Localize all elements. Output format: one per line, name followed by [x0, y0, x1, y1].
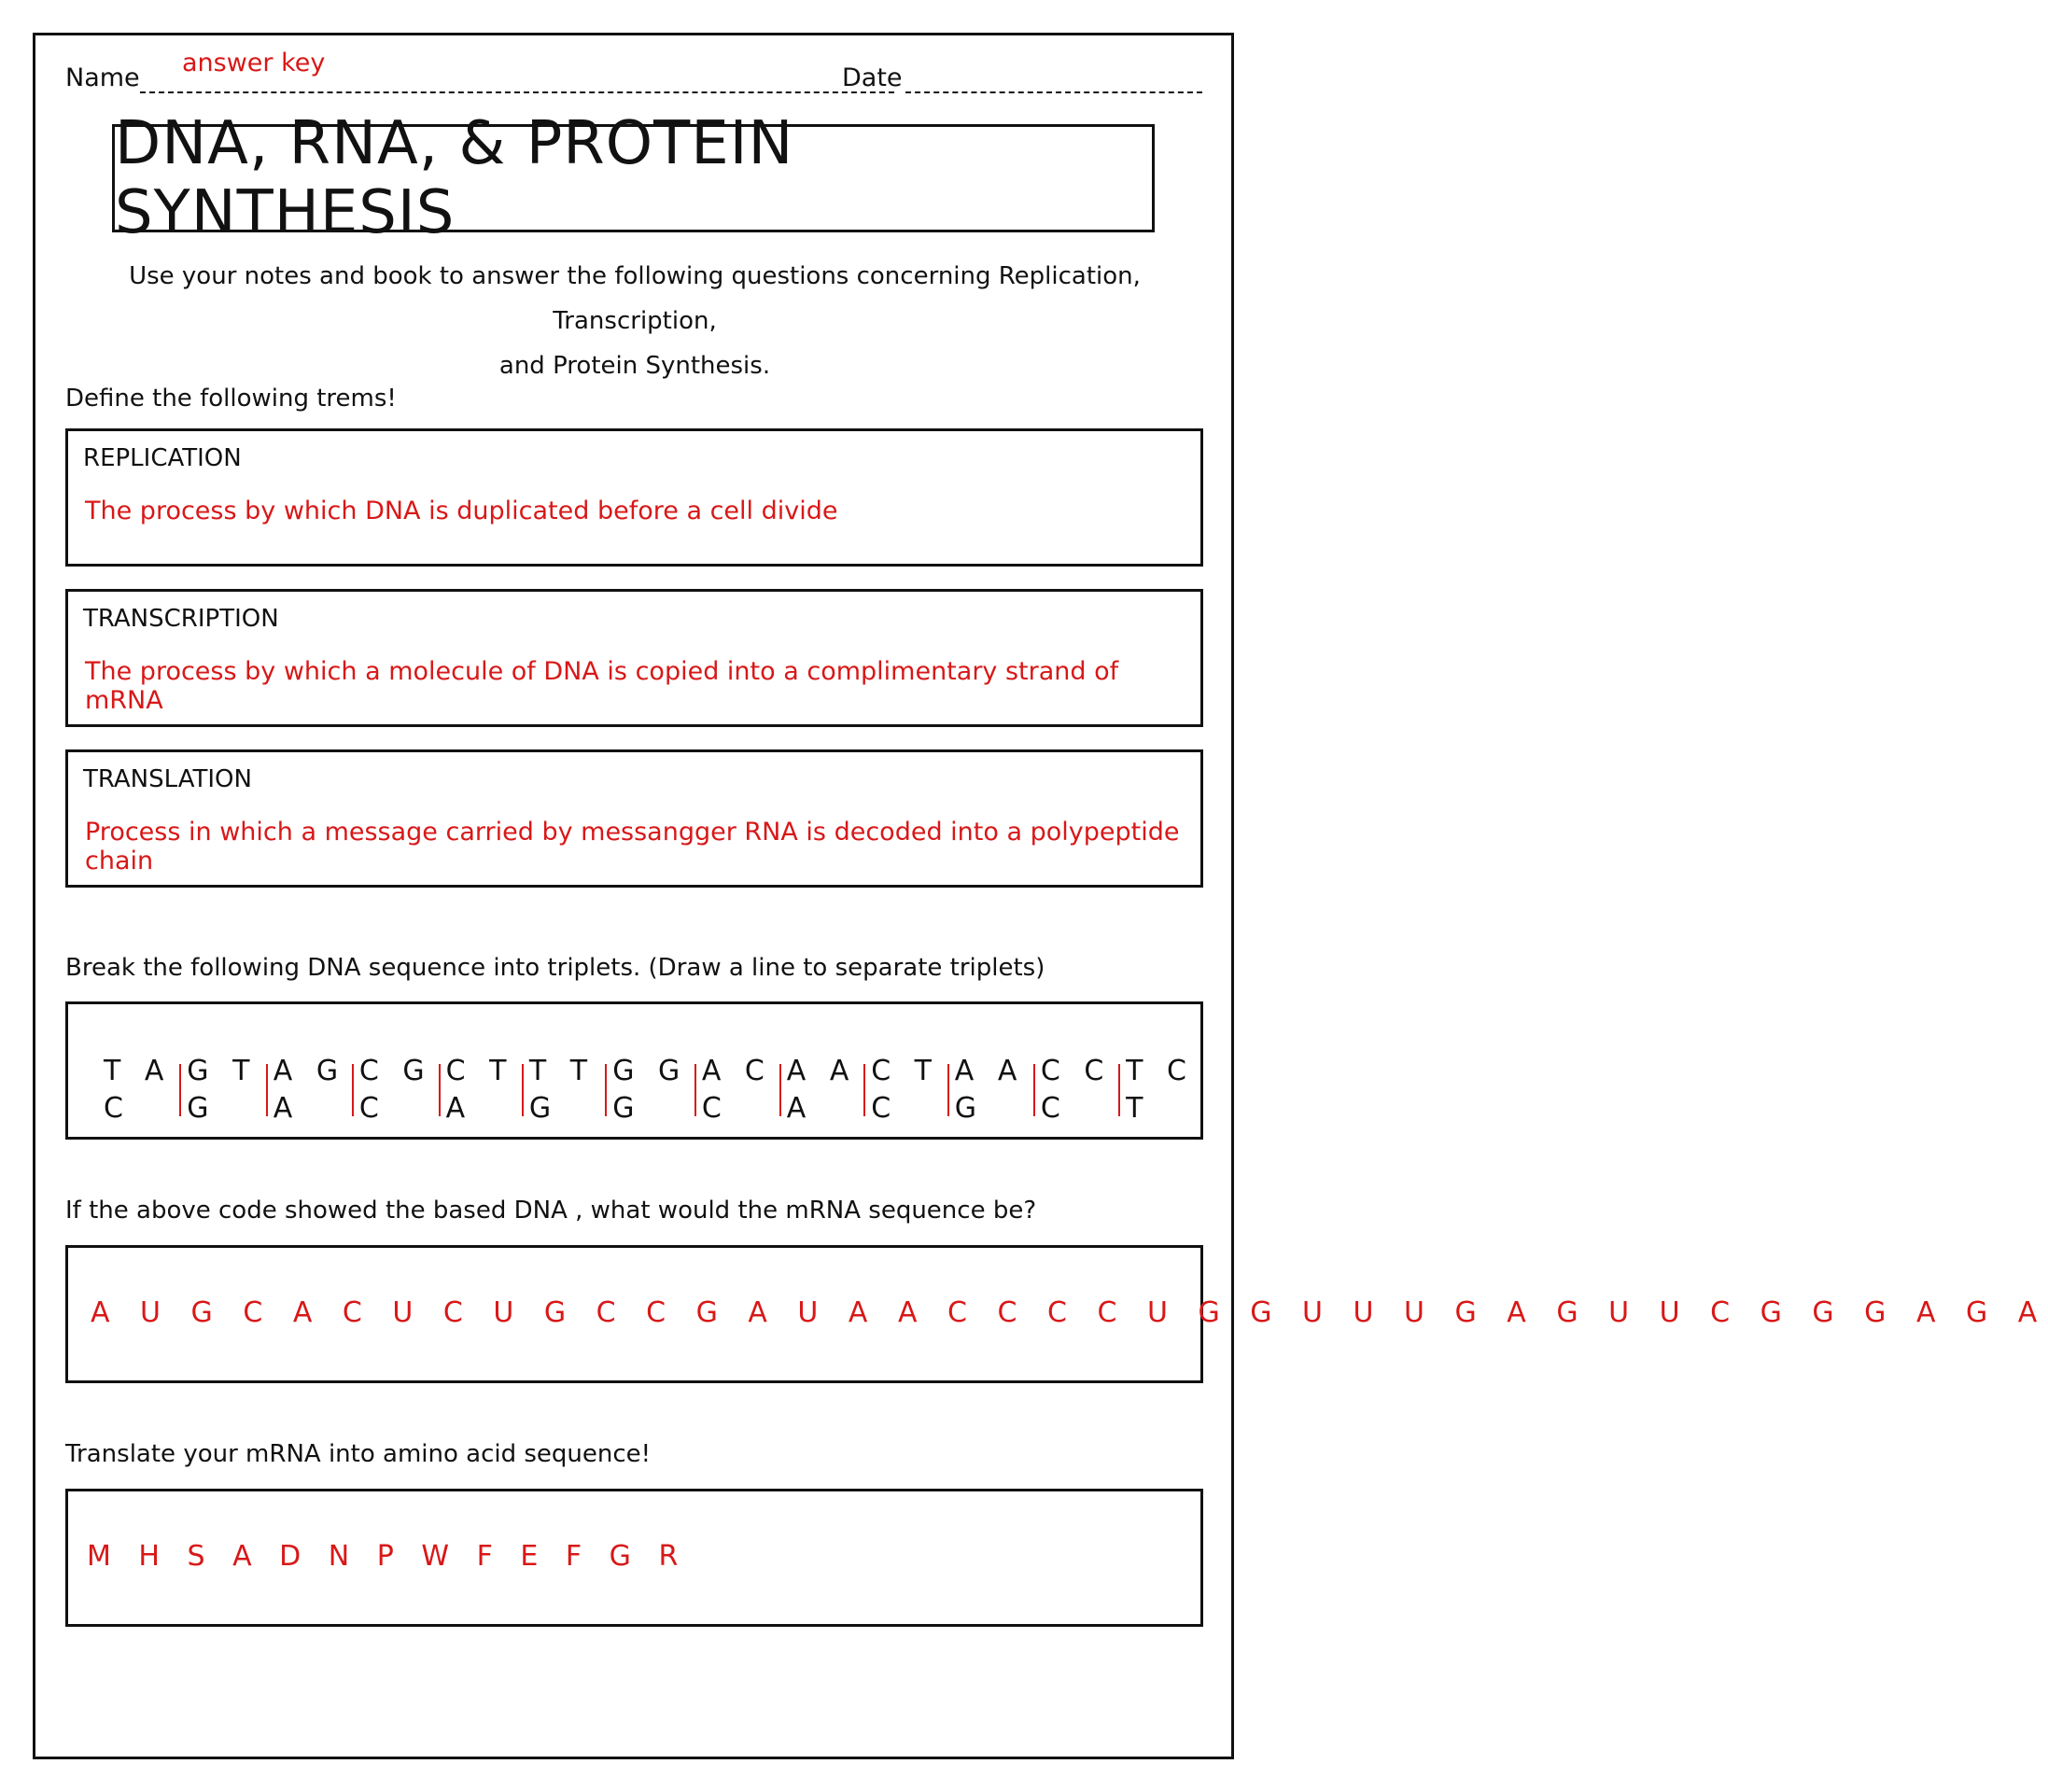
- date-field[interactable]: [905, 91, 1202, 93]
- header-row: [65, 49, 1204, 103]
- triplets-prompt: Break the following DNA sequence into triplets. (Draw a line to separate triplets): [65, 954, 1045, 982]
- mrna-sequence: A U G C A C U C U G C C G A U A A C C C C U G G U U U G A G U U C G G G A G A: [91, 1296, 2048, 1329]
- definition-box-transcription[interactable]: [65, 589, 1203, 727]
- date-label: Date: [842, 63, 903, 92]
- codon: T C T: [1126, 1055, 1194, 1125]
- definition-term: TRANSCRIPTION: [83, 605, 279, 633]
- definitions-prompt: Define the following trems!: [65, 385, 397, 413]
- triplet-row: [98, 1053, 1200, 1127]
- codon: C G C: [358, 1055, 432, 1125]
- definition-answer: Process in which a message carried by messangger RNA is decoded into a polypeptide chain: [85, 818, 1180, 875]
- definition-answer: The process by which DNA is duplicated before a cell divide: [85, 497, 838, 525]
- codon: T T G: [528, 1055, 596, 1125]
- triplets-box[interactable]: [65, 1001, 1203, 1140]
- name-field[interactable]: [140, 91, 894, 93]
- definition-term: TRANSLATION: [83, 765, 252, 793]
- codon: C C C: [1040, 1055, 1112, 1125]
- codon: A A G: [954, 1055, 1025, 1125]
- mrna-box[interactable]: [65, 1245, 2048, 1383]
- instructions-line-1: Use your notes and book to answer the following questions concerning Replication, Transcription,: [129, 262, 1141, 335]
- codon: A A A: [786, 1055, 857, 1125]
- codon: C T A: [445, 1055, 514, 1125]
- codon: A G A: [273, 1055, 346, 1125]
- definition-box-translation[interactable]: [65, 749, 1203, 888]
- amino-prompt: Translate your mRNA into amino acid sequence!: [65, 1440, 652, 1468]
- amino-box[interactable]: [65, 1489, 1203, 1627]
- codon: G G G: [612, 1055, 688, 1125]
- page-title: DNA, RNA, & PROTEIN SYNTHESIS: [115, 109, 794, 247]
- instructions-line-2: and Protein Synthesis.: [498, 352, 771, 380]
- definition-term: REPLICATION: [83, 444, 242, 472]
- amino-acid-sequence: M H S A D N P W F E F G R: [87, 1540, 688, 1573]
- title-box: [112, 109, 1155, 247]
- mrna-prompt: If the above code showed the based DNA , what would the mRNA sequence be?: [65, 1197, 1037, 1225]
- codon: T A C: [104, 1055, 172, 1125]
- definition-box-replication[interactable]: [65, 428, 1203, 567]
- name-label: Name: [65, 63, 140, 92]
- codon: C T C: [871, 1055, 940, 1125]
- codon: A C C: [701, 1055, 772, 1125]
- instructions: [65, 254, 1204, 388]
- definition-answer: The process by which a molecule of DNA is copied into a complimentary strand of mRNA: [85, 657, 1119, 715]
- codon: G T G: [187, 1055, 258, 1125]
- name-answer: answer key: [182, 49, 326, 77]
